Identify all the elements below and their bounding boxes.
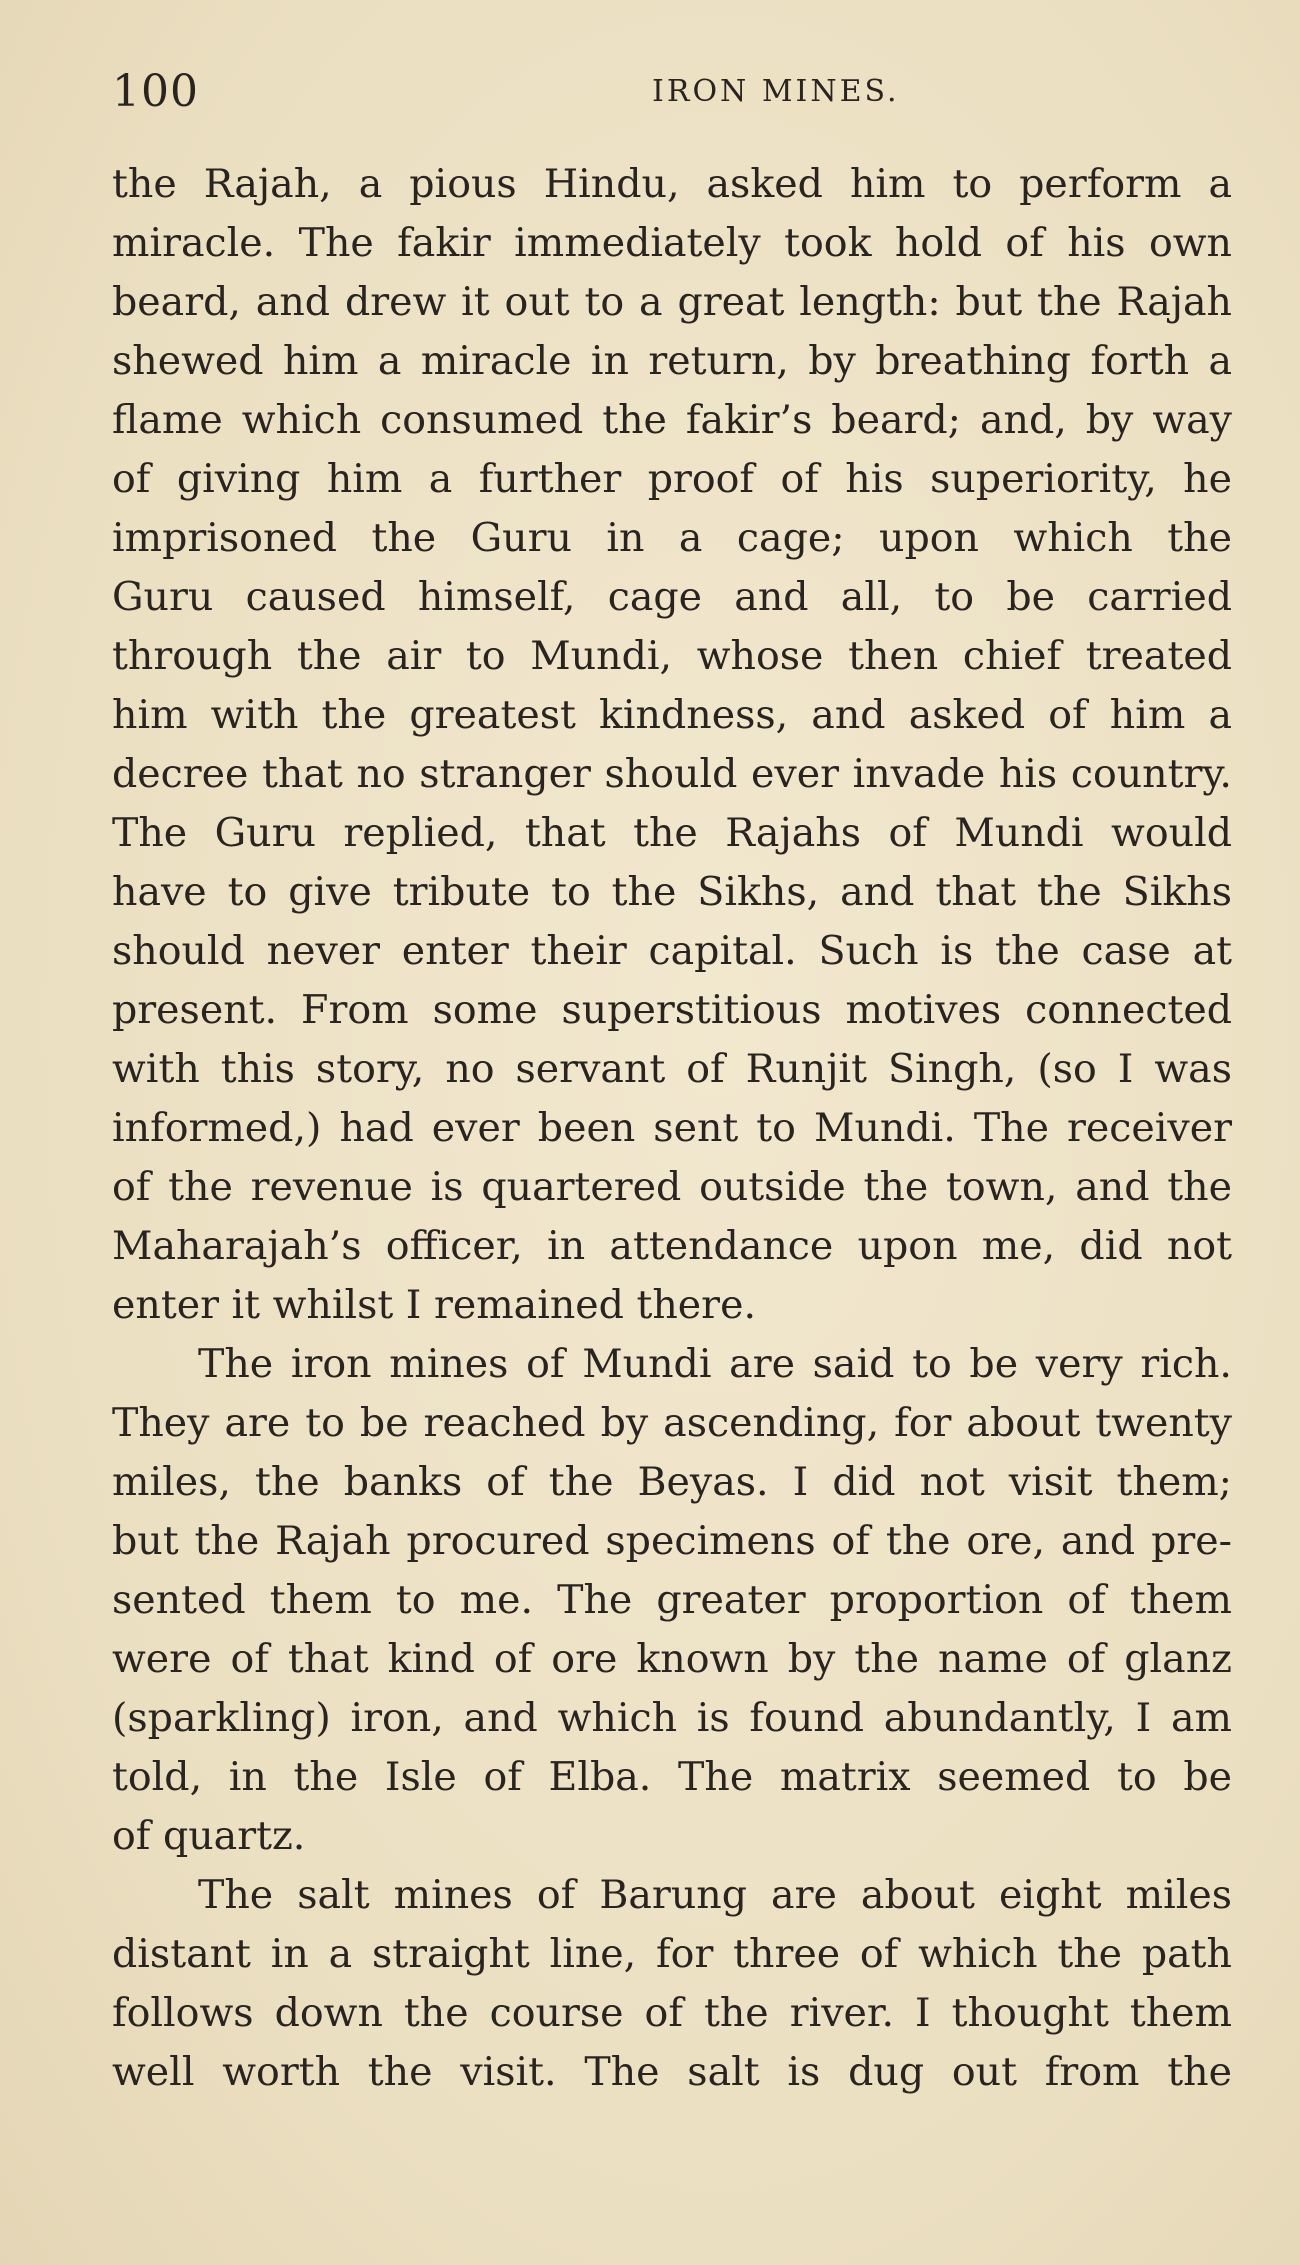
text-line: have to give tribute to the Sikhs, and that the Sikhs <box>112 869 1232 915</box>
paragraph-end-line: enter it whilst I remained there. <box>112 1282 756 1328</box>
page-number: 100 <box>112 66 199 117</box>
text-line: sented them to me. The greater proportion of them <box>112 1577 1232 1623</box>
text-line: flame which consumed the fakir’s beard; and, by way <box>112 397 1232 443</box>
text-line: The Guru replied, that the Rajahs of Mundi would <box>112 810 1232 856</box>
text-line: distant in a straight line, for three of which the path <box>112 1931 1232 1977</box>
text-line: of the revenue is quartered outside the town, and the <box>112 1164 1232 1210</box>
text-line: but the Rajah procured specimens of the ore, and pre- <box>112 1518 1232 1564</box>
text-line: Maharajah’s officer, in attendance upon me, did not <box>112 1223 1232 1269</box>
running-title: IRON MINES. <box>652 74 900 109</box>
page-header <box>112 62 1232 122</box>
text-line: him with the greatest kindness, and asked of him a <box>112 692 1232 738</box>
text-line: shewed him a miracle in return, by breathing forth a <box>112 338 1232 384</box>
text-line: should never enter their capital. Such is the case at <box>112 928 1232 974</box>
text-line: (sparkling) iron, and which is found abundantly, I am <box>112 1695 1232 1741</box>
body-text <box>112 155 1232 2102</box>
text-line: imprisoned the Guru in a cage; upon which the <box>112 515 1232 561</box>
paragraph-end-line: of quartz. <box>112 1813 306 1859</box>
text-line: through the air to Mundi, whose then chief treated <box>112 633 1232 679</box>
text-line: decree that no stranger should ever invade his country. <box>112 751 1232 797</box>
text-line: follows down the course of the river. I thought them <box>112 1990 1232 2036</box>
text-line: miracle. The fakir immediately took hold of his own <box>112 220 1232 266</box>
paragraph-start-line: The iron mines of Mundi are said to be very rich. <box>198 1341 1232 1387</box>
text-line: present. From some superstitious motives connected <box>112 987 1232 1033</box>
text-line: told, in the Isle of Elba. The matrix seemed to be <box>112 1754 1232 1800</box>
text-line: They are to be reached by ascending, for about twenty <box>112 1400 1232 1446</box>
text-line: well worth the visit. The salt is dug out from the <box>112 2049 1232 2095</box>
text-line: with this story, no servant of Runjit Singh, (so I was <box>112 1046 1232 1092</box>
paragraph-start-line: The salt mines of Barung are about eight miles <box>198 1872 1232 1918</box>
text-line: were of that kind of ore known by the name of glanz <box>112 1636 1232 1682</box>
text-line: miles, the banks of the Beyas. I did not visit them; <box>112 1459 1232 1505</box>
text-line: beard, and drew it out to a great length: but the Rajah <box>112 279 1232 325</box>
text-line: informed,) had ever been sent to Mundi. The receiver <box>112 1105 1232 1151</box>
text-line: the Rajah, a pious Hindu, asked him to perform a <box>112 161 1232 207</box>
text-line: of giving him a further proof of his superiority, he <box>112 456 1232 502</box>
text-line: Guru caused himself, cage and all, to be carried <box>112 574 1232 620</box>
